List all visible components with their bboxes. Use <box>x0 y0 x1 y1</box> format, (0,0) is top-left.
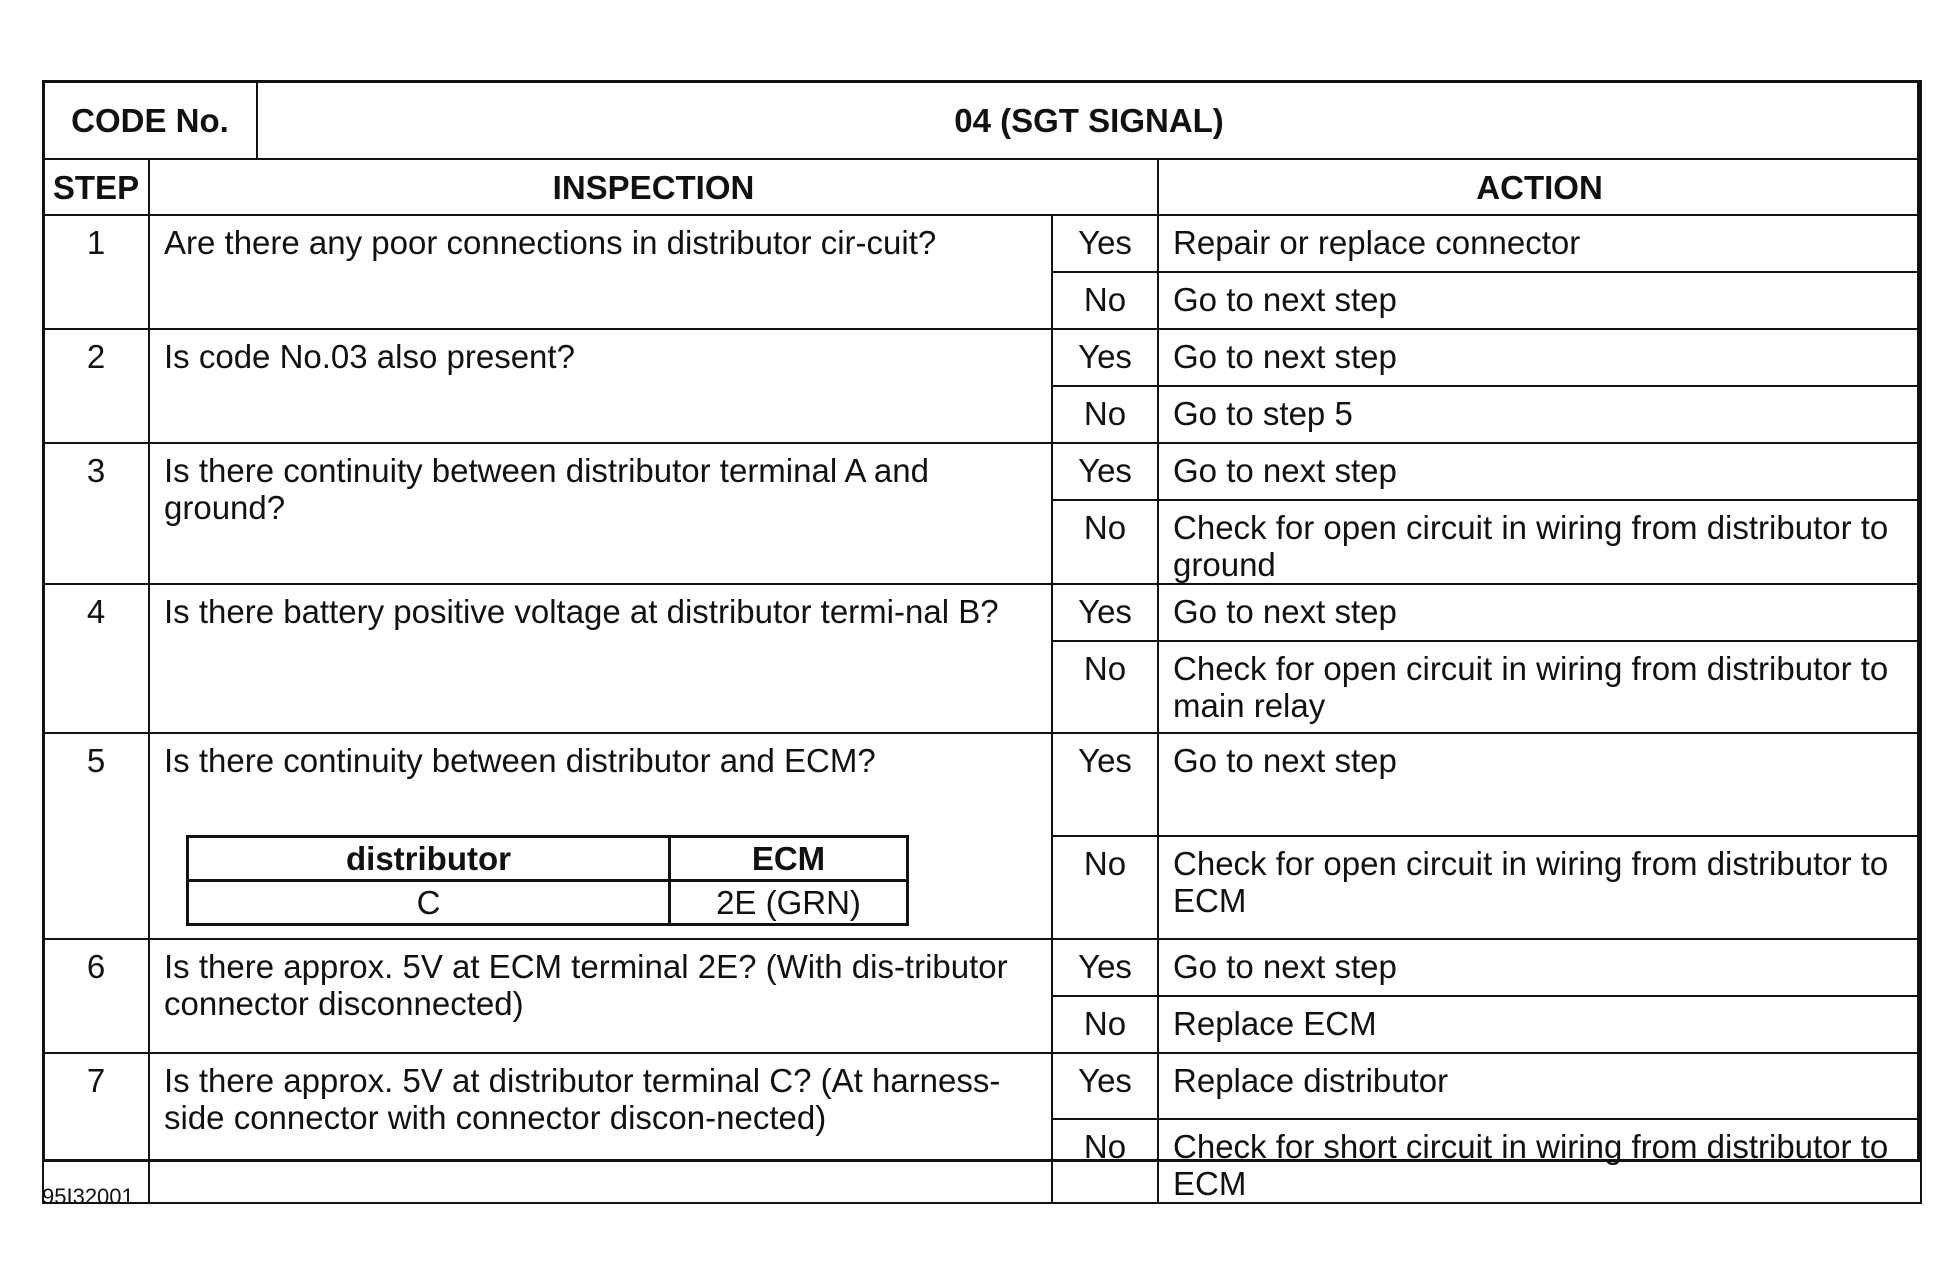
no-label: No <box>1052 996 1158 1053</box>
step-number: 7 <box>43 1053 149 1203</box>
connector-subtable <box>186 835 909 926</box>
no-label: No <box>1052 836 1158 939</box>
no-action: Replace ECM <box>1158 996 1921 1053</box>
figure-id: 95I32001 <box>42 1184 134 1209</box>
no-action: Go to next step <box>1158 272 1921 329</box>
no-action: Check for short circuit in wiring from distributor to ECM <box>1158 1119 1921 1203</box>
yes-label: Yes <box>1052 939 1158 996</box>
yes-label: Yes <box>1052 215 1158 272</box>
inspection-text: Is there battery positive voltage at distributor termi-nal B? <box>149 584 1052 733</box>
subtable-cell-distributor: C <box>188 881 670 925</box>
yes-action: Repair or replace connector <box>1158 215 1921 272</box>
step-number: 6 <box>43 939 149 1053</box>
no-action: Go to step 5 <box>1158 386 1921 443</box>
inspection-cell <box>149 733 1052 939</box>
step-number: 1 <box>43 215 149 329</box>
no-action: Check for open circuit in wiring from distributor to ground <box>1158 500 1921 584</box>
diagnostic-table <box>42 80 1922 1204</box>
code-label: CODE No. <box>43 81 257 159</box>
step-number: 4 <box>43 584 149 733</box>
subtable-row <box>188 881 908 925</box>
yes-label: Yes <box>1052 1053 1158 1119</box>
no-action: Check for open circuit in wiring from distributor to ECM <box>1158 836 1921 939</box>
no-label: No <box>1052 272 1158 329</box>
no-label: No <box>1052 386 1158 443</box>
code-title: 04 (SGT SIGNAL) <box>257 81 1921 159</box>
yes-label: Yes <box>1052 733 1158 836</box>
yes-label: Yes <box>1052 443 1158 500</box>
yes-label: Yes <box>1052 584 1158 641</box>
subtable-header-ecm: ECM <box>670 837 908 881</box>
no-action: Check for open circuit in wiring from distributor to main relay <box>1158 641 1921 733</box>
subtable-header-row <box>188 837 908 881</box>
table-row <box>43 329 1921 386</box>
step-number: 5 <box>43 733 149 939</box>
inspection-text: Is code No.03 also present? <box>149 329 1052 443</box>
table-row <box>43 939 1921 996</box>
table-row <box>43 733 1921 836</box>
column-header-row <box>43 159 1921 215</box>
step-column-header: STEP <box>43 159 149 215</box>
yes-action: Go to next step <box>1158 443 1921 500</box>
yes-action: Go to next step <box>1158 584 1921 641</box>
inspection-text: Are there any poor connections in distributor cir-cuit? <box>149 215 1052 329</box>
yes-action: Go to next step <box>1158 329 1921 386</box>
inspection-text: Is there continuity between distributor and ECM? <box>164 742 876 779</box>
inspection-text: Is there continuity between distributor terminal A and ground? <box>149 443 1052 584</box>
inspection-column-header: INSPECTION <box>149 159 1158 215</box>
no-label: No <box>1052 500 1158 584</box>
table-row <box>43 1053 1921 1119</box>
action-column-header: ACTION <box>1158 159 1921 215</box>
yes-action: Replace distributor <box>1158 1053 1921 1119</box>
step-number: 3 <box>43 443 149 584</box>
code-header-row <box>43 81 1921 159</box>
yes-label: Yes <box>1052 329 1158 386</box>
inspection-text: Is there approx. 5V at ECM terminal 2E? (With dis-tributor connector disconnected) <box>149 939 1052 1053</box>
inspection-text: Is there approx. 5V at distributor terminal C? (At harness-side connector with connector discon-nected) <box>149 1053 1052 1203</box>
table-row <box>43 215 1921 272</box>
table-row <box>43 584 1921 641</box>
subtable-header-distributor: distributor <box>188 837 670 881</box>
no-label: No <box>1052 1119 1158 1203</box>
step-number: 2 <box>43 329 149 443</box>
no-label: No <box>1052 641 1158 733</box>
yes-action: Go to next step <box>1158 733 1921 836</box>
subtable-cell-ecm: 2E (GRN) <box>670 881 908 925</box>
yes-action: Go to next step <box>1158 939 1921 996</box>
table-row <box>43 443 1921 500</box>
